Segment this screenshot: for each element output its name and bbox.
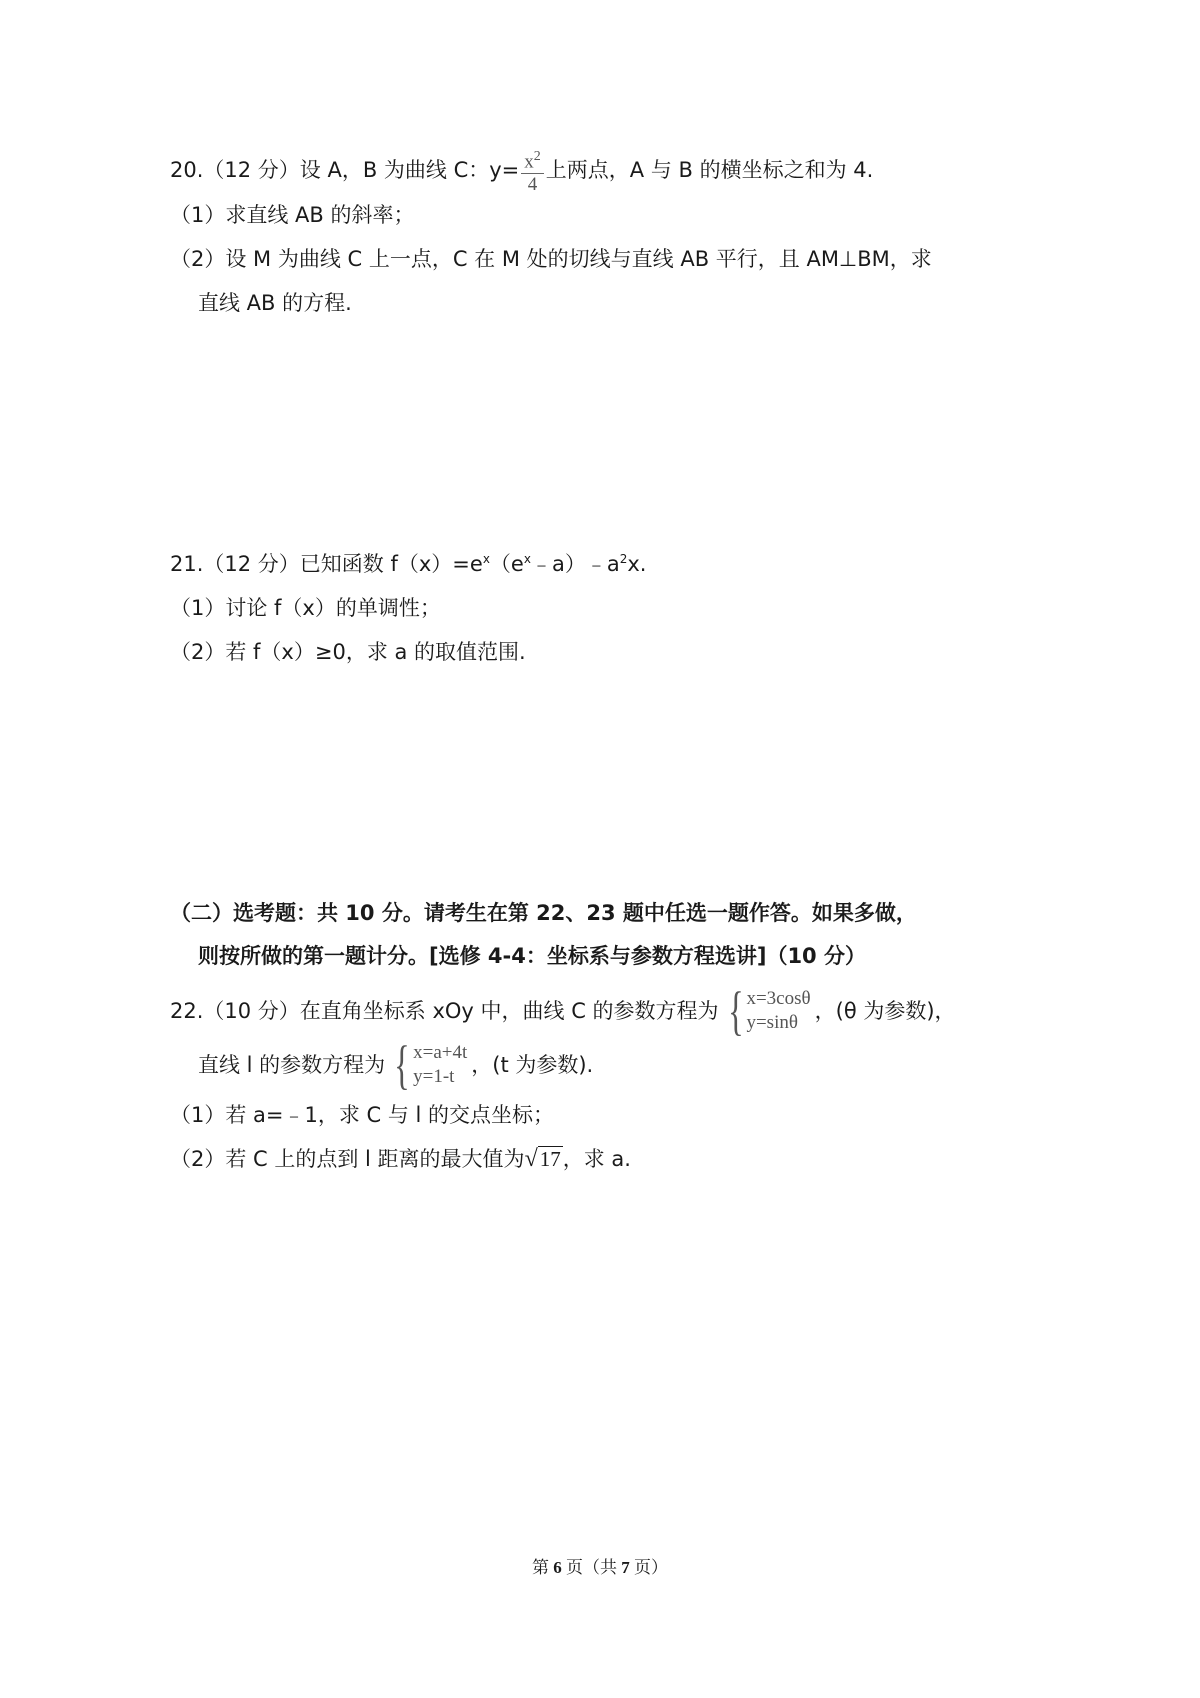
section-heading-line2: 则按所做的第一题计分。[选修 4-4：坐标系与参数方程选讲]（10 分）	[198, 944, 866, 968]
q22-line-eq-y: y=1-t	[413, 1066, 455, 1087]
q22-curve-eq-x: x=3cosθ	[746, 988, 811, 1009]
q21-stem-text-3: ﹣a）﹣a	[530, 552, 620, 576]
q20-stem	[170, 146, 873, 196]
q22-part2	[170, 1144, 631, 1174]
q21-part2: （2）若 f（x）≥0，求 a 的取值范围.	[170, 640, 526, 664]
q22-stem-text: 22.（10 分）在直角坐标系 xOy 中，曲线 C 的参数方程为	[170, 999, 719, 1023]
page-footer	[0, 1553, 1200, 1578]
sqrt-radicand: 17	[539, 1147, 561, 1171]
footer-text: 第	[532, 1558, 554, 1577]
q21-exp-3: 2	[619, 552, 628, 566]
q20-frac-den: 4	[527, 174, 538, 196]
brace-icon: {	[727, 981, 744, 1041]
q20-part2-line1: （2）设 M 为曲线 C 上一点，C 在 M 处的切线与直线 AB 平行，且 AM⊥BM，求	[170, 247, 932, 271]
brace-icon: {	[394, 1035, 410, 1095]
q21-exp-2: x	[523, 552, 531, 566]
q21-part1: （1）讨论 f（x）的单调性；	[170, 596, 441, 620]
q22-curve-system	[723, 981, 811, 1041]
q21-exp-1: x	[482, 552, 490, 566]
q22-line-system	[389, 1035, 468, 1095]
q20-fraction	[521, 146, 544, 196]
footer-text-3: 页）	[629, 1558, 668, 1577]
q20-frac-exp: 2	[533, 149, 541, 164]
q20-frac-base: x	[524, 151, 534, 173]
q21-stem	[170, 549, 646, 579]
q21-stem-text-4: x.	[627, 552, 647, 576]
footer-text-2: 页（共	[561, 1558, 622, 1577]
q22-part1: （1）若 a=﹣1，求 C 与 l 的交点坐标；	[170, 1103, 555, 1127]
footer-total-pages: 7	[621, 1558, 630, 1577]
sqrt-icon: √	[524, 1146, 538, 1172]
q21-stem-text-2: （e	[489, 552, 524, 576]
q20-stem-text: 20.（12 分）设 A，B 为曲线 C：y=	[170, 158, 520, 183]
q22-part2-text: （2）若 C 上的点到 l 距离的最大值为	[170, 1147, 525, 1171]
section-heading-line1: （二）选考题：共 10 分。请考生在第 22、23 题中任选一题作答。如果多做，	[170, 901, 917, 925]
sqrt-expression	[525, 1144, 563, 1174]
q22-line-def	[198, 1035, 594, 1095]
q22-line-eq-x: x=a+4t	[413, 1042, 468, 1063]
q22-part2-text-2: ，求 a.	[562, 1147, 631, 1171]
q20-part2-line2: 直线 AB 的方程.	[198, 291, 352, 315]
q21-stem-text: 21.（12 分）已知函数 f（x）=e	[170, 552, 483, 576]
q20-part1: （1）求直线 AB 的斜率；	[170, 203, 415, 227]
q22-stem-text-2: ，(θ 为参数)，	[814, 999, 956, 1023]
q22-curve-eq-y: y=sinθ	[746, 1012, 798, 1033]
footer-page-number: 6	[553, 1558, 562, 1577]
q22-line-text-2: ，(t 为参数).	[471, 1053, 594, 1077]
q20-stem-text-2: 上两点，A 与 B 的横坐标之和为 4.	[545, 158, 874, 183]
q22-line-text: 直线 l 的参数方程为	[198, 1053, 386, 1077]
q22-stem	[170, 981, 956, 1041]
